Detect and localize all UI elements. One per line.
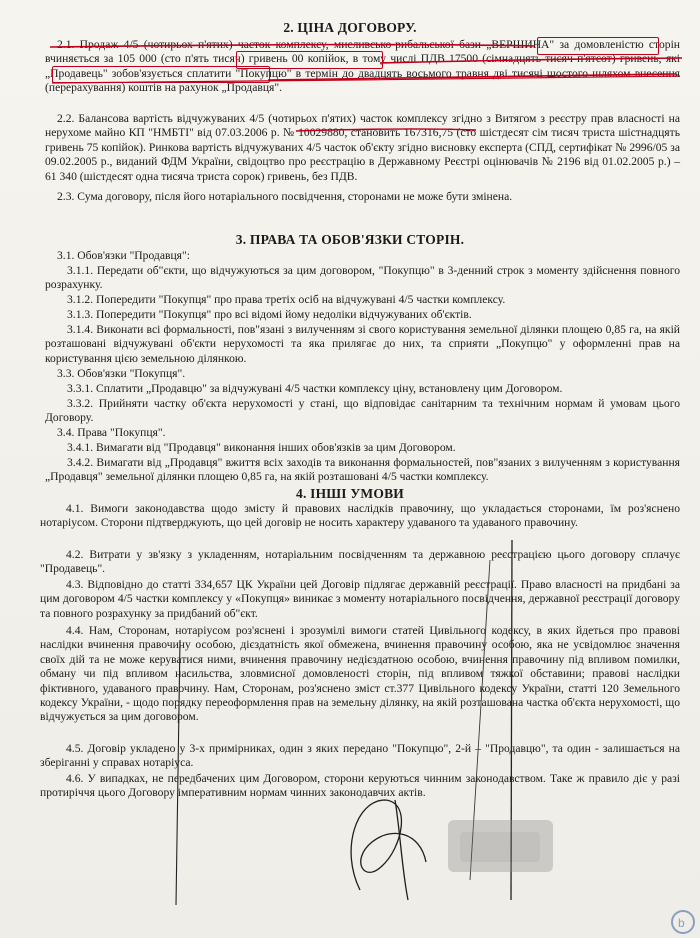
section-4-title: 4. ІНШІ УМОВИ (296, 486, 404, 501)
watermark-corner (672, 911, 694, 933)
clause-3-1-2: 3.1.2. Попередити "Покупця" про права третіх осіб на відчужувані 4/5 частки комплексу. (67, 293, 506, 306)
clause-2-3: 2.3. Сума договору, після його нотаріального посвідчення, сторонами не може бути змінена. (57, 190, 513, 203)
svg-text:b: b (678, 916, 685, 930)
clause-2-1: 2.1. Продаж 4/5 (чотирьох п'ятих) часток комплексу, мисливсько-рибальської бази „ВЕРШИНА" за домовленістю сторін вчиняється за 105 000 (сто п'ять тисяч) гривень 00 копійок, в тому числі ПДВ 17500 (сімнадцять тисяч п'ятсот) гривень, які „Продавець" зобов'язується сплатити "Покупцю" в термін до двадцять восьмого травня дві тисячі шостого шляхом внесення (перерахування) коштів на рахунок „Продавця". (45, 38, 680, 95)
clause-4-6: 4.6. У випадках, не передбачених цим Договором, сторони керуються чинним законодавством. Таке ж правило діє у разі протиріччя цього Договору імперативним нормам чинних законодавчих актів. (40, 772, 680, 800)
clause-3-3-1: 3.3.1. Сплатити „Продавцю" за відчужувані 4/5 частки комплексу ціну, встановлену цим Договором. (67, 382, 563, 395)
clause-4-2: 4.2. Витрати у зв'язку з укладенням, нотаріальним посвідченням та державною реєстрацією цього договору сплачує "Продавець". (40, 548, 680, 576)
clause-3-4-2: 3.4.2. Вимагати від „Продавця" вжиття всіх заходів та виконання формальностей, пов"язаних з вилученням з користування „Продавця" земельної ділянки площею 0,85 га, на якій розташовані 4/5 частки комплексу. (45, 456, 680, 484)
stamp-smudge (448, 820, 553, 872)
clause-3-3-2: 3.3.2. Прийняти частку об'єкта нерухомості у стані, що відповідає санітарним та технічним нормам й умовам цього Договору. (45, 397, 680, 425)
clause-3-3: 3.3. Обов'язки "Покупця". (57, 367, 186, 380)
clause-4-1: 4.1. Вимоги законодавства щодо змісту й правових наслідків правочину, що укладається сторонами, їм роз'яснено нотаріусом. Сторони підтверджують, що цей договір не носить характеру удаваного та удаваного правочину. (40, 502, 680, 530)
highlight-box-name (537, 37, 659, 55)
clause-4-3: 4.3. Відповідно до статті 334,657 ЦК України цей Договір підлягає державній реєстрації. Право власності на придбані за цим договором 4/5 частки комплексу у «Покупця» виникає з моменту нотаріального посвідчення, державної реєстрації договору та повного розрахунку за придбаний об"єкт. (40, 578, 680, 620)
signature-mark (351, 800, 426, 900)
clause-3-1-1: 3.1.1. Передати об"єкти, що відчужуються за цим договором, "Покупцю" в 3-денний строк з моменту здійснення повного розрахунку. (45, 264, 680, 292)
clause-3-1-4: 3.1.4. Виконати всі формальності, пов"язані з вилученням зі свого користування земельної ділянки площею 0,85 га, на якій розташовані відчужувані об'єкти нерухомості та яка прилягає до них, та сприяти „Покупцю" у оформленні прав на користування цією земельною ділянкою. (45, 323, 680, 365)
clause-2-2: 2.2. Балансова вартість відчужуваних 4/5 (чотирьох п'ятих) часток комплексу згідно з Витягом з реєстру прав власності на нерухоме майно КП "НМБТІ" від 07.03.2006 р. № 10029880, становить 167316,75 (сто шістдесят сім тисяч триста шістнадцять гривень 75 копійок). Ринкова вартість відчужуваних 4/5 часток об'єкту згідно висновку експерта (СПД, сертифікат № 2996/05 за 09.02.2005 р., виданий ФДМ України, свідоцтво про реєстрацію в Державному Реєстрі оцінювачів № 2196 від 01.02.2005 р.) – 61 340 (шістдесят одна тисяча триста сорок) гривень, без ПДВ. (45, 112, 680, 183)
section-2-title: 2. ЦІНА ДОГОВОРУ. (283, 20, 417, 35)
clause-3-4: 3.4. Права "Покупця". (57, 426, 166, 439)
clause-3-1-3: 3.1.3. Попередити "Покупця" про всі відомі йому недоліки відчужуваних об'єктів. (67, 308, 472, 321)
section-3-title: 3. ПРАВА ТА ОБОВ'ЯЗКИ СТОРІН. (235, 232, 465, 247)
highlight-box-vat (52, 66, 270, 83)
clause-4-4: 4.4. Нам, Сторонам, нотаріусом роз'яснені і зрозумілі вимоги статей Цивільного кодексу, в яких йдеться про правові наслідки вчинення правочину особою, дієздатність якої обмежена, вчинення правочину особою, яка не усвідомлює значення своїх дій та не може керуватися ними, вчинення правочину недієздатною особою, вчинення правочину під впливом помилки, обману чи під впливом насильства, зловмисної домовленості сторін, під впливом тяжкої обставини; правові наслідки фіктивного, удаваного правочину. Нам, Сторонам, роз'яснено зміст ст.377 Цивільного кодексу України, статті 120 Земельного кодексу України, - щодо порядку переоформлення прав на земельну ділянку, на якій розташована частка об'єкта нерухомості, що відчужується за цим договором. (40, 624, 680, 724)
clause-4-5: 4.5. Договір укладено у 3-х примірниках, один з яких передано "Покупцю", 2-й – "Продавцю", та один - залишається на зберіганні у справах нотаріуса. (40, 742, 680, 770)
clause-3-4-1: 3.4.1. Вимагати від "Продавця" виконання інших обов'язків за цим Договором. (67, 441, 456, 454)
clause-3-1: 3.1. Обов'язки "Продавця": (57, 249, 190, 262)
